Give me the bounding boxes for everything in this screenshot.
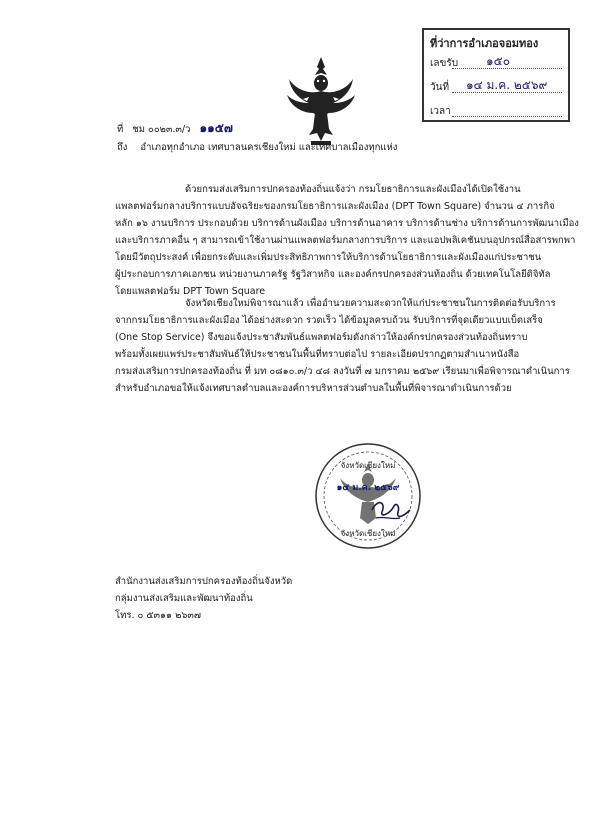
stamp-date-label: วันที่ xyxy=(430,82,450,93)
stamp-time-line xyxy=(452,116,562,117)
addressee-line xyxy=(117,140,397,155)
paragraph-1 xyxy=(115,181,579,300)
reference-line xyxy=(117,119,233,138)
garuda-emblem-icon xyxy=(285,55,357,147)
paragraph-2-line: (One Stop Service) จึงขอแจ้งประชาสัมพันธ์แพลตฟอร์มดังกล่าวให้องค์กรปกครองส่วนท้องถิ่นทราบ xyxy=(115,332,528,343)
sender-footer xyxy=(115,573,292,624)
paragraph-1-line: แพลตฟอร์มกลางบริการแบบอัจฉริยะของกรมโยธาธิการและผังเมือง (DPT Town Square) จำนวน ๔ ภารกิจ xyxy=(115,201,555,212)
seal-top-text: จังหวัดเชียงใหม่ xyxy=(340,461,396,470)
paragraph-1-line: ด้วยกรมส่งเสริมการปกครองท้องถิ่นแจ้งว่า กรมโยธาธิการและผังเมืองได้เปิดใช้งาน xyxy=(185,184,521,195)
footer-phone: โทร. ๐ ๕๓๑๑ ๒๖๓๗ xyxy=(115,610,202,621)
to-text: อำเภอทุกอำเภอ เทศบาลนครเชียงใหม่ และเทศบาลเมืองทุกแห่ง xyxy=(140,142,398,153)
signature-mark xyxy=(372,503,410,517)
seal-bottom-text: จังหวัดเชียงใหม่ xyxy=(340,529,396,538)
stamp-no-value: ๑๕๐ xyxy=(486,54,511,68)
stamp-date-value: ๑๔ ม.ค. ๒๕๖๙ xyxy=(466,78,548,92)
ref-label: ที่ xyxy=(117,124,124,135)
seal-date-text: ๑๔ ม.ค. ๒๕๖๙ xyxy=(336,483,400,493)
official-seal xyxy=(312,440,424,552)
ref-code: ชม ๐๐๒๓.๓/ว xyxy=(132,124,191,135)
ref-number: ๑๑๕๗ xyxy=(199,121,233,135)
paragraph-2-line: พร้อมทั้งเผยแพร่ประชาสัมพันธ์ให้ประชาชนในพื้นที่ทราบต่อไป รายละเอียดปรากฏตามสำเนาหนังสือ xyxy=(115,349,520,360)
receipt-stamp xyxy=(422,28,570,122)
paragraph-1-line: และบริการภาคอื่น ๆ สามารถเข้าใช้งานผ่านแพลตฟอร์มกลางการบริการ และแอปพลิเคชันบนอุปกรณ์สื่อสารพกพา xyxy=(115,235,576,246)
seal-emblem-icon xyxy=(340,464,396,524)
footer-office: สำนักงานส่งเสริมการปกครองท้องถิ่นจังหวัด xyxy=(115,576,293,587)
stamp-time-label: เวลา xyxy=(430,106,451,117)
stamp-no-label: เลขรับ xyxy=(430,58,459,69)
to-label: ถึง xyxy=(117,142,128,153)
paragraph-1-line: โดยแพลตฟอร์ม DPT Town Square xyxy=(115,286,266,297)
footer-group: กลุ่มงานส่งเสริมและพัฒนาท้องถิ่น xyxy=(115,593,253,604)
paragraph-1-line: หลัก ๑๖ งานบริการ ประกอบด้วย บริการด้านผังเมือง บริการด้านอาคาร บริการด้านช่าง บริการด้านการพัฒนาเมือง xyxy=(115,218,579,229)
stamp-title: ที่ว่าการอำเภอจอมทอง xyxy=(430,37,539,50)
paragraph-2-line: สำหรับอำเภอขอให้แจ้งเทศบาลตำบลและองค์การบริหารส่วนตำบลในพื้นที่พิจารณาดำเนินการด้วย xyxy=(115,383,512,394)
paragraph-1-line: โดยมีวัตถุประสงค์ เพื่อยกระดับและเพิ่มประสิทธิภาพการให้บริการด้านโยธาธิการและผังเมืองแก่ประชาชน xyxy=(115,252,542,263)
paragraph-2-line: จังหวัดเชียงใหม่พิจารณาแล้ว เพื่ออำนวยความสะดวกให้แก่ประชาชนในการติดต่อรับบริการ xyxy=(185,298,556,309)
paragraph-2-line: จากกรมโยธาธิการและผังเมือง ได้อย่างสะดวก รวดเร็ว ได้ข้อมูลครบถ้วน รับบริการที่จุดเดียวแบบเบ็ดเสร็จ xyxy=(115,315,543,326)
paragraph-2 xyxy=(115,295,570,397)
paragraph-1-line: ผู้ประกอบการภาคเอกชน หน่วยงานภาครัฐ รัฐวิสาหกิจ และองค์กรปกครองส่วนท้องถิ่น ด้วยเทคโนโลยีดิจิทัล xyxy=(115,269,551,280)
paragraph-2-line: กรมส่งเสริมการปกครองท้องถิ่น ที่ มท ๐๘๑๐.๓/ว ๔๘ ลงวันที่ ๗ มกราคม ๒๕๖๙ เรียนมาเพื่อพิจารณาดำเนินการ xyxy=(115,366,570,377)
